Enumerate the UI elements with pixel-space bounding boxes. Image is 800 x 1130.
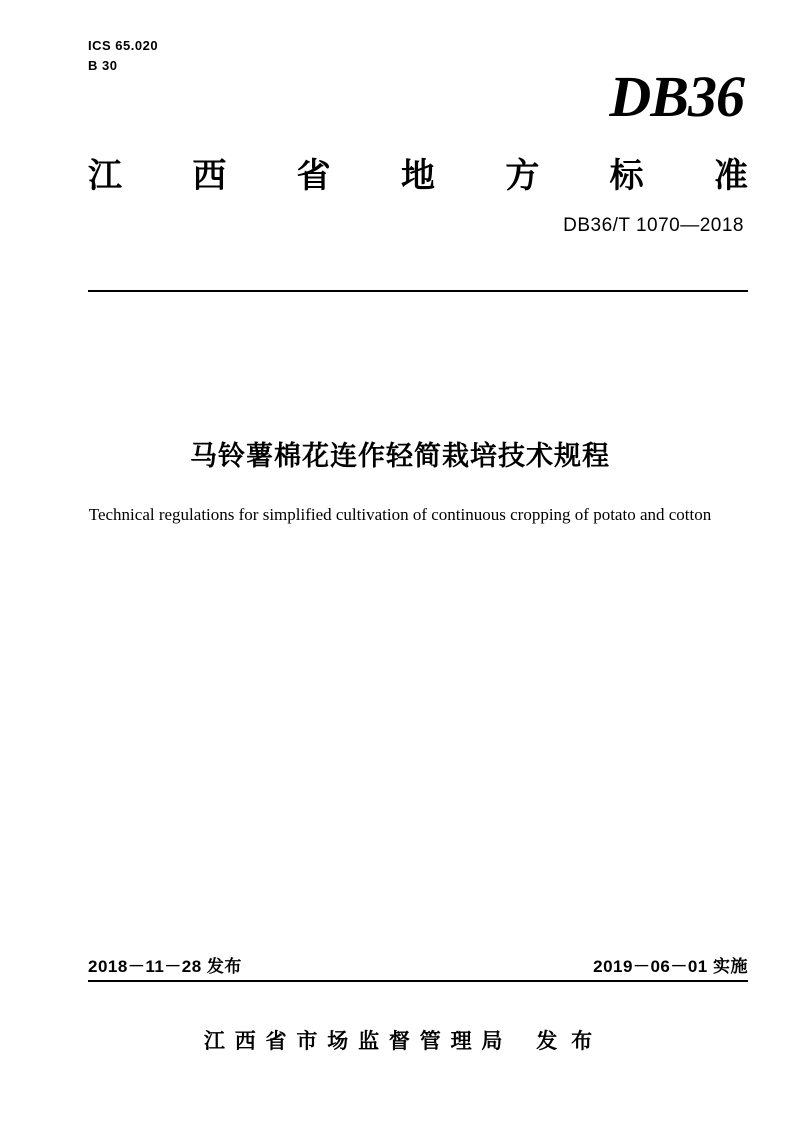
standard-type-heading [88, 148, 748, 197]
footer-divider [88, 980, 748, 982]
document-title-chinese: 马铃薯棉花连作轻简栽培技术规程 [190, 441, 610, 471]
issue-date: 2018－11－28 发布 [88, 957, 242, 976]
ics-classification-block [88, 36, 158, 76]
dates-row [88, 952, 748, 977]
standard-type-char-2: 省 [296, 157, 331, 195]
standard-type-char-3: 地 [400, 157, 435, 195]
standard-type-char-5: 标 [609, 157, 644, 195]
standard-type-char-0: 江 [88, 157, 122, 195]
standard-type-char-6: 准 [713, 157, 748, 195]
effective-date: 2019－06－01 实施 [593, 957, 748, 976]
publisher-name: 江 西 省 市 场 监 督 管 理 局 [203, 1030, 505, 1053]
header-divider [88, 290, 748, 292]
standard-type-char-1: 西 [192, 157, 227, 195]
publish-label: 发 布 [536, 1030, 597, 1053]
ics-code: ICS 65.020 [88, 38, 159, 53]
db36-logo: DB36 [609, 64, 744, 129]
publisher-line [0, 1025, 800, 1055]
ccs-code: B 30 [88, 58, 118, 73]
document-title-english: Technical regulations for simplified cultivation of continuous cropping of potato and cotton [88, 505, 712, 524]
standard-type-char-4: 方 [505, 157, 540, 195]
standard-number: DB36/T 1070—2018 [563, 215, 744, 236]
